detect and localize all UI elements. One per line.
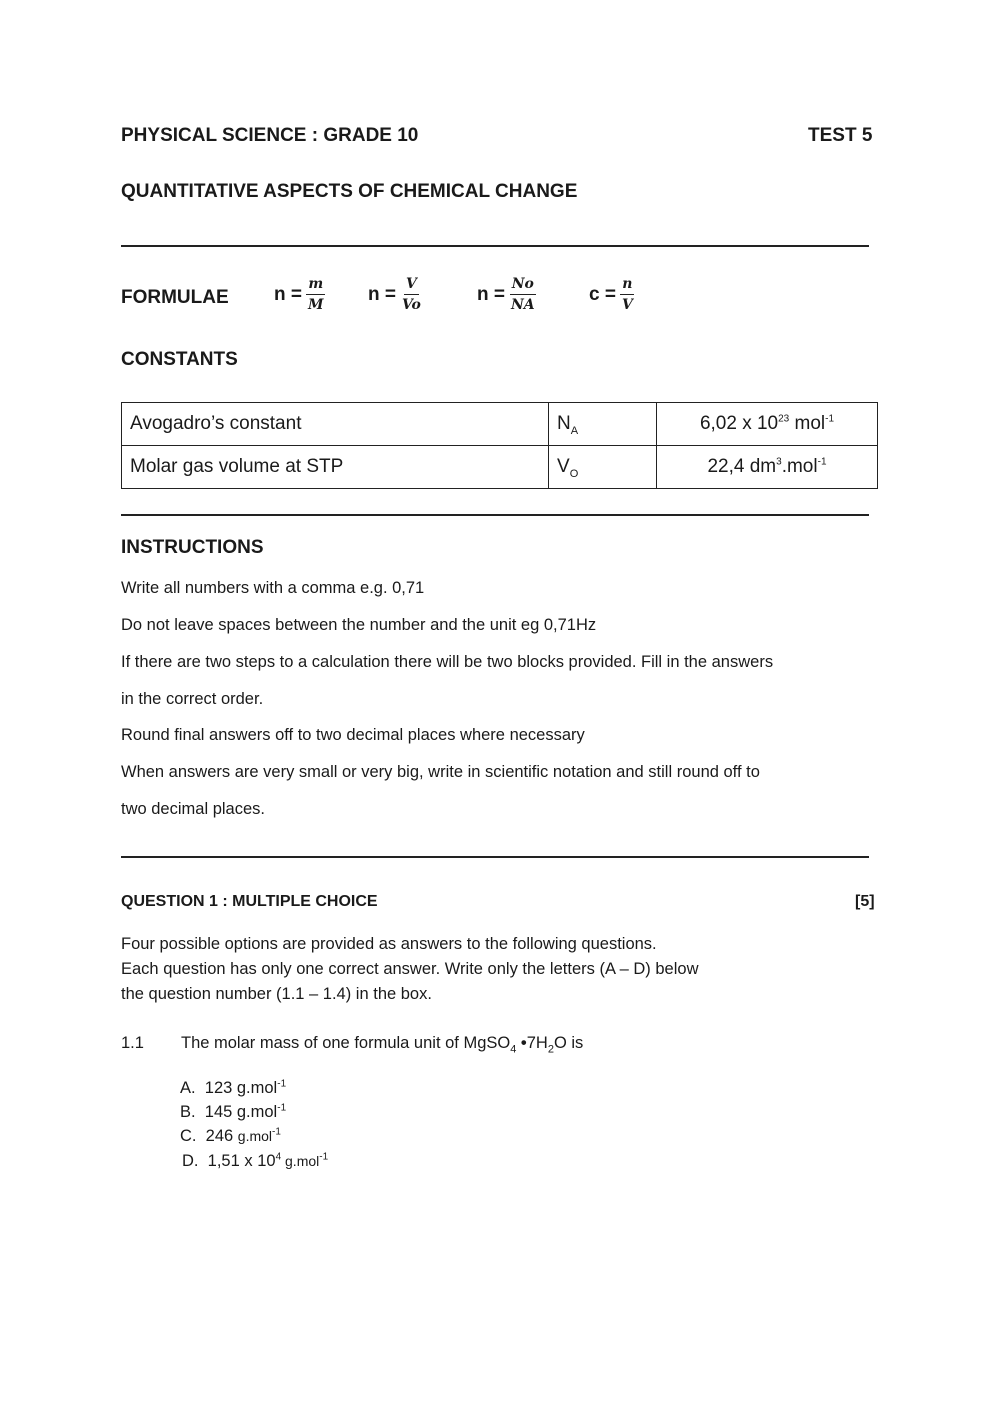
subject-title: PHYSICAL SCIENCE : GRADE 10 <box>121 125 419 146</box>
formula-lhs: c = <box>589 283 616 305</box>
fraction <box>400 276 423 313</box>
constant-value: 6,02 x $10^{23}$ mol$^{-1}$ <box>657 403 878 446</box>
numerator: m <box>306 276 325 295</box>
instruction-line: two decimal places. <box>121 800 265 818</box>
question-text: The molar mass of one formula unit of MgSO$_4$ $•7H_2O$ is <box>181 1034 584 1056</box>
instruction-line: in the correct order. <box>121 690 264 708</box>
numerator: n <box>620 276 634 295</box>
description-line: Four possible options are provided as answers to the following questions. <box>121 935 657 953</box>
instruction-line: Round final answers off to two decimal places where necessary <box>121 726 585 744</box>
numerator: V <box>404 276 419 295</box>
instructions-label: INSTRUCTIONS <box>121 537 264 558</box>
table-row <box>122 403 878 446</box>
constant-value: 22,4 $dm^3.mol^{-1}$ <box>657 446 878 489</box>
fraction <box>509 276 537 313</box>
denominator: M <box>307 297 324 313</box>
instruction-line: If there are two steps to a calculation there will be two blocks provided. Fill in the answers <box>121 653 774 671</box>
numerator: No <box>510 276 536 295</box>
denominator: NA <box>510 297 535 313</box>
description-line: the question number (1.1 – 1.4) in the box. <box>121 985 432 1003</box>
instruction-line: When answers are very small or very big, write in scientific notation and still round off to <box>121 763 760 781</box>
denominator: V <box>621 297 633 313</box>
option-a[interactable]: A. 123 g.mol$^{-1}$ <box>180 1078 287 1097</box>
formula-n-mass <box>274 276 325 313</box>
constant-symbol: $N_A$ <box>549 403 657 446</box>
divider-2 <box>121 514 869 516</box>
constants-label: CONSTANTS <box>121 349 238 370</box>
denominator: Vo <box>401 297 421 313</box>
formula-lhs: n = <box>368 283 396 305</box>
option-c[interactable]: C. 246 g.mol$^{-1}$ <box>180 1126 281 1145</box>
instruction-line: Do not leave spaces between the number and the unit eg 0,71Hz <box>121 616 597 634</box>
constant-symbol: $V_O$ <box>549 446 657 489</box>
constant-name: Molar gas volume at STP <box>122 446 549 489</box>
fraction <box>306 276 326 313</box>
question-title: QUESTION 1 : MULTIPLE CHOICE <box>121 893 378 910</box>
question-description <box>121 932 698 1007</box>
divider-1 <box>121 245 869 247</box>
question-marks: [5] <box>855 893 875 910</box>
table-row <box>122 446 878 489</box>
constants-table <box>121 402 878 489</box>
option-d[interactable]: D. 1,51 x $10^4$ g.mol$^{-1}$ <box>182 1151 329 1170</box>
formula-n-volume <box>368 276 423 313</box>
topic-title: QUANTITATIVE ASPECTS OF CHEMICAL CHANGE <box>121 181 578 202</box>
question-number: 1.1 <box>121 1034 144 1052</box>
formula-lhs: n = <box>274 283 302 305</box>
formula-n-particles <box>477 276 537 313</box>
test-number: TEST 5 <box>808 125 873 146</box>
formulae-label: FORMULAE <box>121 287 229 308</box>
formula-c-concentration <box>589 276 635 313</box>
fraction <box>620 276 635 313</box>
constant-name: Avogadro’s constant <box>122 403 549 446</box>
formula-lhs: n = <box>477 283 505 305</box>
description-line: Each question has only one correct answer. Write only the letters (A – D) below <box>121 960 699 978</box>
option-b[interactable]: B. 145 g.mol$^{-1}$ <box>180 1102 287 1121</box>
divider-3 <box>121 856 869 858</box>
instruction-line: Write all numbers with a comma e.g. 0,71 <box>121 579 425 597</box>
